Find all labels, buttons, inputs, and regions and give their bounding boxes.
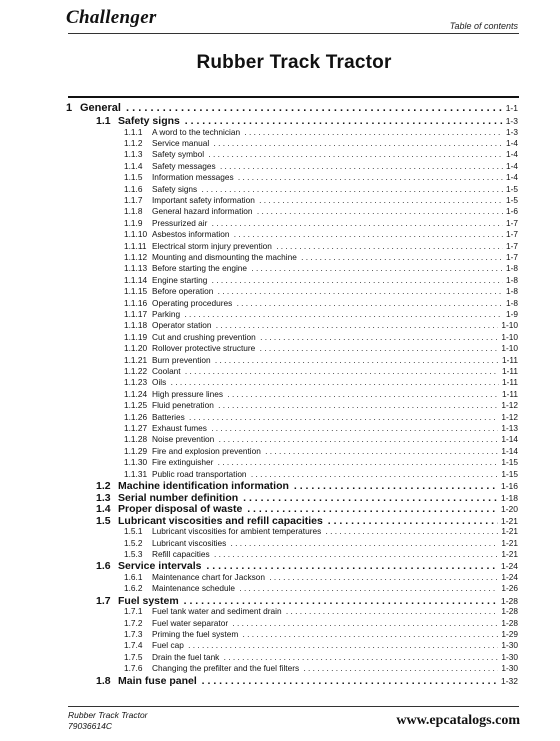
toc-entry-page: 1-10 [498, 332, 518, 342]
toc-entry[interactable] [0, 560, 560, 572]
toc-entry-title-text: Drain the fuel tank [152, 651, 220, 662]
toc-entry-number: 1.1.26 [124, 411, 148, 422]
toc-entry[interactable] [0, 172, 560, 183]
toc-entry[interactable] [0, 640, 560, 651]
toc-entry-title-text: Fire and explosion prevention [152, 445, 261, 456]
toc-entry-title-text: Changing the prefilter and the fuel filters [152, 663, 300, 674]
toc-entry-title-text: Proper disposal of waste [118, 503, 243, 516]
toc-entry-title-text: Coolant [152, 366, 181, 377]
toc-entry-title [152, 652, 514, 662]
toc-entry-page: 1-30 [498, 663, 518, 673]
toc-entry-number: 1.1.4 [124, 160, 143, 171]
toc-entry-title [152, 161, 514, 171]
toc-entry-title [118, 675, 514, 687]
toc-entry[interactable] [0, 663, 560, 674]
toc-entry-number: 1.1.5 [124, 172, 143, 183]
toc-entry-title [152, 275, 514, 285]
toc-entry-number: 1.3 [96, 491, 111, 504]
toc-entry-page: 1-21 [498, 516, 518, 526]
toc-entry-number: 1.5.1 [124, 526, 143, 537]
toc-entry-page: 1-6 [503, 206, 518, 216]
toc-entry-number: 1.7.3 [124, 628, 143, 639]
toc-entry-page: 1-1 [503, 103, 518, 113]
toc-entry-title [152, 423, 514, 433]
toc-entry-title-text: Asbestos information [152, 229, 230, 240]
toc-entry-title-text: Maintenance schedule [152, 583, 236, 594]
toc-entry-page: 1-28 [498, 606, 518, 616]
toc-entry-page: 1-29 [498, 629, 518, 639]
toc-entry-title-text: Lubricant viscosities [152, 537, 227, 548]
toc-entry-title [152, 298, 514, 308]
toc-entry-title [152, 469, 514, 479]
toc-entry-title-text: Maintenance chart for Jackson [152, 571, 265, 582]
toc-entry-title [152, 263, 514, 273]
toc-entry[interactable] [0, 309, 560, 320]
toc-entry-number: 1.1.15 [124, 286, 148, 297]
toc-entry-title-text: A word to the technician [152, 126, 241, 137]
toc-entry[interactable] [0, 629, 560, 640]
toc-entry-title-text: Safety symbol [152, 149, 205, 160]
toc-entry-title-text: Before starting the engine [152, 263, 248, 274]
toc-entry-title-text: Electrical storm injury prevention [152, 240, 272, 251]
toc-entry-title-text: High pressure lines [152, 388, 224, 399]
toc-entry[interactable] [0, 263, 560, 274]
toc-entry-title [152, 618, 514, 628]
toc-entry-title [152, 549, 514, 559]
toc-entry-page: 1-20 [498, 504, 518, 514]
toc-entry-number: 1.1.11 [124, 240, 147, 251]
toc-entry[interactable] [0, 549, 560, 560]
toc-entry-number: 1.1.23 [124, 377, 148, 388]
toc-entry-title [118, 515, 514, 527]
toc-entry-number: 1.1.6 [124, 183, 143, 194]
toc-entry-title [118, 492, 514, 504]
toc-entry-page: 1-21 [498, 549, 518, 559]
toc-entry-number: 1.1.8 [124, 206, 143, 217]
toc-entry-title-text: Safety messages [152, 160, 216, 171]
toc-entry-title [152, 206, 514, 216]
toc-entry-page: 1-5 [503, 195, 518, 205]
toc-entry-number: 1.8 [96, 674, 111, 687]
toc-entry-number: 1.1.19 [124, 331, 148, 342]
toc-entry-page: 1-28 [498, 618, 518, 628]
toc-entry-title-text: Burn prevention [152, 354, 211, 365]
toc-entry[interactable] [0, 572, 560, 583]
toc-entry-title [118, 595, 514, 607]
toc-entry-title-text: Main fuse panel [118, 674, 197, 687]
toc-entry-title [152, 538, 514, 548]
toc-entry-page: 1-10 [498, 343, 518, 353]
toc-entry-page: 1-8 [503, 298, 518, 308]
toc-entry-page: 1-13 [498, 423, 518, 433]
toc-entry-title [152, 434, 514, 444]
toc-entry-title-text: Oils [152, 377, 167, 388]
toc-entry-title-text: General hazard information [152, 206, 253, 217]
toc-entry-number: 1.1.3 [124, 149, 143, 160]
toc-entry-title [152, 195, 514, 205]
toc-entry[interactable] [0, 423, 560, 434]
toc-entry-page: 1-12 [498, 412, 518, 422]
toc-entry-title-text: Refill capacities [152, 548, 210, 559]
toc-entry-page: 1-8 [503, 275, 518, 285]
toc-entry-number: 1.6 [96, 560, 111, 573]
toc-entry-number: 1.1.25 [124, 400, 148, 411]
toc-entry-title-text: Fuel water separator [152, 617, 229, 628]
toc-entry-title [152, 320, 514, 330]
toc-entry-page: 1-24 [498, 561, 518, 571]
toc-entry-number: 1.1.17 [124, 309, 148, 319]
toc-entry-page: 1-9 [503, 309, 518, 319]
toc-entry-number: 1.7.6 [124, 663, 143, 674]
toc-entry-page: 1-4 [503, 172, 518, 182]
toc-entry-page: 1-21 [498, 526, 518, 536]
toc-entry-title-text: Safety signs [152, 183, 198, 194]
toc-entry[interactable] [0, 138, 560, 149]
toc-entry-title [152, 309, 514, 319]
toc-entry-title-text: Fuel cap [152, 640, 184, 651]
toc-entry-page: 1-30 [498, 652, 518, 662]
toc-entry-page: 1-8 [503, 286, 518, 296]
toc-entry-page: 1-14 [498, 434, 518, 444]
toc-entry-title [152, 606, 514, 616]
toc-entry-page: 1-24 [498, 572, 518, 582]
page-header [0, 0, 560, 36]
toc-entry-number: 1.1.12 [124, 251, 148, 262]
toc-entry-page: 1-15 [498, 469, 518, 479]
toc-entry-title [152, 412, 514, 422]
toc-entry[interactable] [0, 241, 560, 252]
toc-entry-number: 1.7.4 [124, 640, 143, 651]
footer-divider [68, 706, 519, 707]
toc-entry-title-text: Batteries [152, 411, 185, 422]
toc-entry-title [152, 252, 514, 262]
footer-doc-code: 79036614C [68, 721, 112, 731]
toc-entry[interactable] [0, 606, 560, 617]
toc-entry-title [152, 218, 514, 228]
toc-entry-title-text: Noise prevention [152, 434, 215, 445]
toc-entry-page: 1-12 [498, 400, 518, 410]
page-title: Rubber Track Tractor [196, 52, 392, 73]
toc-entry-title [152, 629, 514, 639]
toc-entry-page: 1-18 [498, 493, 518, 503]
toc-entry-title-text: Public road transportation [152, 468, 247, 479]
toc-entry-title-text: Engine starting [152, 274, 208, 285]
toc-entry-title [152, 663, 514, 673]
toc-entry-title-text: Lubricant viscosities for ambient temperatures [152, 526, 322, 537]
toc-entry[interactable] [0, 675, 560, 687]
toc-entry-title [152, 377, 514, 387]
footer-doc-title: Rubber Track Tractor [68, 710, 148, 720]
toc-entry-title [152, 400, 514, 410]
toc-entry-title [152, 229, 514, 239]
toc-entry-page: 1-16 [498, 481, 518, 491]
toc-entry[interactable] [0, 195, 560, 206]
toc-entry-page: 1-7 [503, 252, 518, 262]
toc-entry[interactable] [0, 400, 560, 411]
toc-entry-page: 1-5 [503, 184, 518, 194]
toc-entry[interactable] [0, 102, 560, 115]
toc-entry-title-text: Rollover protective structure [152, 343, 256, 354]
toc-entry[interactable] [0, 538, 560, 549]
toc-entry-title-text: Pressurized air [152, 217, 208, 228]
toc-entry-number: 1.7.2 [124, 617, 143, 628]
toc-entry-page: 1-14 [498, 446, 518, 456]
toc-entry-title-text: Cut and crushing prevention [152, 331, 256, 342]
toc-entry[interactable] [0, 115, 560, 127]
toc-entry-page: 1-10 [498, 320, 518, 330]
toc-entry[interactable] [0, 618, 560, 629]
toc-entry-number: 1.1.22 [124, 366, 148, 377]
toc-entry[interactable] [0, 412, 560, 423]
toc-entry-page: 1-11 [499, 389, 518, 399]
toc-entry-page: 1-4 [503, 138, 518, 148]
toc-entry[interactable] [0, 252, 560, 263]
toc-entry-title [152, 332, 514, 342]
toc-entry-title [152, 286, 514, 296]
toc-entry-page: 1-11 [499, 366, 518, 376]
toc-entry[interactable] [0, 434, 560, 445]
toc-entry[interactable] [0, 161, 560, 172]
toc-entry-page: 1-3 [503, 116, 518, 126]
toc-entry-number: 1.5.3 [124, 548, 143, 559]
header-divider [68, 33, 519, 34]
toc-entry-number: 1.6.2 [124, 583, 143, 594]
footer-watermark: www.epcatalogs.com [396, 713, 520, 728]
toc-entry[interactable] [0, 503, 560, 515]
toc-entry-title-text: Service manual [152, 137, 210, 148]
toc-entry-title-text: Exhaust fumes [152, 423, 207, 434]
toc-entry-number: 1.1.24 [124, 388, 148, 399]
toc-entry-title [118, 480, 514, 492]
toc-entry-number: 1.4 [96, 503, 111, 516]
toc-entry-title [80, 102, 514, 114]
toc-entry-title-text: Safety signs [118, 115, 180, 127]
toc-entry-number: 1.1.10 [124, 229, 148, 240]
toc-entry-title [152, 526, 514, 536]
toc-entry-title-text: Machine identification information [118, 480, 289, 493]
toc-entry-page: 1-7 [503, 218, 518, 228]
toc-entry-title-text: Lubricant viscosities and refill capacities [118, 514, 323, 527]
toc-entry-page: 1-28 [498, 596, 518, 606]
toc-entry-title-text: General [80, 102, 121, 114]
toc-entry-title-text: Before operation [152, 286, 214, 297]
toc-entry-number: 1.1.13 [124, 263, 148, 274]
toc-entry[interactable] [0, 457, 560, 468]
toc-entry-number: 1.1.28 [124, 434, 148, 445]
toc-entry-number: 1 [66, 102, 73, 114]
toc-entry-title [152, 355, 514, 365]
toc-entry-number: 1.7.5 [124, 651, 143, 662]
toc-entry-number: 1.5 [96, 514, 111, 527]
toc-entry-title [152, 446, 514, 456]
toc-entry-page: 1-7 [503, 241, 518, 251]
toc-entry[interactable] [0, 480, 560, 492]
toc-entry[interactable] [0, 446, 560, 457]
toc-entry[interactable] [0, 332, 560, 343]
toc-entry-page: 1-32 [498, 676, 518, 686]
toc-entry-number: 1.1.14 [124, 274, 148, 285]
toc-entry-page: 1-30 [498, 640, 518, 650]
toc-entry[interactable] [0, 492, 560, 504]
toc-entry-title [152, 127, 514, 137]
toc-entry-page: 1-21 [498, 538, 518, 548]
toc-entry-title [152, 172, 514, 182]
toc-entry-title-text: Information messages [152, 172, 234, 183]
toc-entry-number: 1.1.18 [124, 320, 148, 331]
toc-entry-title [152, 640, 514, 650]
toc-entry-number: 1.7 [96, 594, 111, 607]
toc-entry-page: 1-8 [503, 263, 518, 273]
toc-entry[interactable] [0, 149, 560, 160]
toc-entry-title-text: Fire extinguisher [152, 457, 214, 468]
toc-entry-title-text: Operating procedures [152, 297, 233, 308]
toc-entry[interactable] [0, 343, 560, 354]
toc-entry-number: 1.6.1 [124, 571, 143, 582]
toc-entry-title-text: Operator station [152, 320, 212, 331]
toc-entry-number: 1.1.31 [124, 468, 148, 479]
toc-entry-number: 1.1.9 [124, 217, 143, 228]
toc-entry-number: 1.1.2 [124, 137, 143, 148]
toc-entry-title-text: Fuel system [118, 594, 179, 607]
toc-entry[interactable] [0, 127, 560, 138]
toc-entry[interactable] [0, 595, 560, 607]
toc-entry-page: 1-11 [499, 355, 518, 365]
toc-entry[interactable] [0, 469, 560, 480]
toc-entry[interactable] [0, 377, 560, 388]
toc-entry-title [152, 572, 514, 582]
toc-entry-title [152, 241, 514, 251]
toc-entry-title-text: Service intervals [118, 560, 202, 573]
toc-entry-number: 1.1.7 [124, 194, 143, 205]
toc-entry-number: 1.1.21 [124, 354, 148, 365]
toc-entry-number: 1.1.27 [124, 423, 148, 434]
toc-entry-title [152, 389, 514, 399]
toc-entry-title [152, 184, 514, 194]
toc-entry-number: 1.1.16 [124, 297, 148, 308]
toc-entry-page: 1-11 [499, 377, 518, 387]
toc-entry[interactable] [0, 355, 560, 366]
toc-entry[interactable] [0, 583, 560, 594]
table-of-contents [0, 102, 560, 686]
toc-entry-title-text: Priming the fuel system [152, 628, 239, 639]
toc-entry-title [152, 457, 514, 467]
toc-entry-title [118, 503, 514, 515]
toc-entry[interactable] [0, 286, 560, 297]
toc-entry-number: 1.1.1 [124, 126, 143, 137]
toc-entry-title-text: Important safety information [152, 194, 255, 205]
toc-entry[interactable] [0, 184, 560, 195]
title-divider [68, 96, 519, 98]
toc-entry[interactable] [0, 515, 560, 527]
toc-entry[interactable] [0, 218, 560, 229]
section-label: Table of contents [449, 21, 518, 31]
toc-entry-number: 1.1 [96, 115, 111, 127]
toc-entry-number: 1.5.2 [124, 537, 143, 548]
toc-entry[interactable] [0, 366, 560, 377]
toc-entry-page: 1-26 [498, 583, 518, 593]
toc-entry-number: 1.2 [96, 480, 111, 493]
toc-entry[interactable] [0, 275, 560, 286]
toc-entry-title [152, 149, 514, 159]
toc-entry[interactable] [0, 298, 560, 309]
toc-entry-page: 1-15 [498, 457, 518, 467]
toc-entry-title [152, 366, 514, 376]
toc-entry-title-text: Mounting and dismounting the machine [152, 251, 297, 262]
toc-entry[interactable] [0, 229, 560, 240]
toc-entry[interactable] [0, 652, 560, 663]
toc-entry-title [152, 343, 514, 353]
toc-entry[interactable] [0, 320, 560, 331]
brand-logo: Challenger [66, 7, 157, 28]
toc-entry-number: 1.1.29 [124, 445, 148, 456]
toc-entry[interactable] [0, 206, 560, 217]
toc-entry-title [118, 560, 514, 572]
toc-entry-number: 1.1.30 [124, 457, 148, 468]
toc-entry-title-text: Serial number definition [118, 491, 239, 504]
toc-entry-title-text: Fuel tank water and sediment drain [152, 606, 282, 617]
toc-entry[interactable] [0, 526, 560, 537]
toc-entry-title [152, 583, 514, 593]
toc-entry-title-text: Parking [152, 309, 181, 319]
toc-entry-page: 1-7 [503, 229, 518, 239]
toc-entry-page: 1-3 [503, 127, 518, 137]
toc-entry-number: 1.7.1 [124, 606, 143, 617]
toc-entry-page: 1-4 [503, 161, 518, 171]
toc-entry-title [118, 115, 514, 127]
toc-entry-page: 1-4 [503, 149, 518, 159]
toc-entry-number: 1.1.20 [124, 343, 148, 354]
toc-entry-title [152, 138, 514, 148]
toc-entry-title-text: Fluid penetration [152, 400, 214, 411]
toc-entry[interactable] [0, 389, 560, 400]
